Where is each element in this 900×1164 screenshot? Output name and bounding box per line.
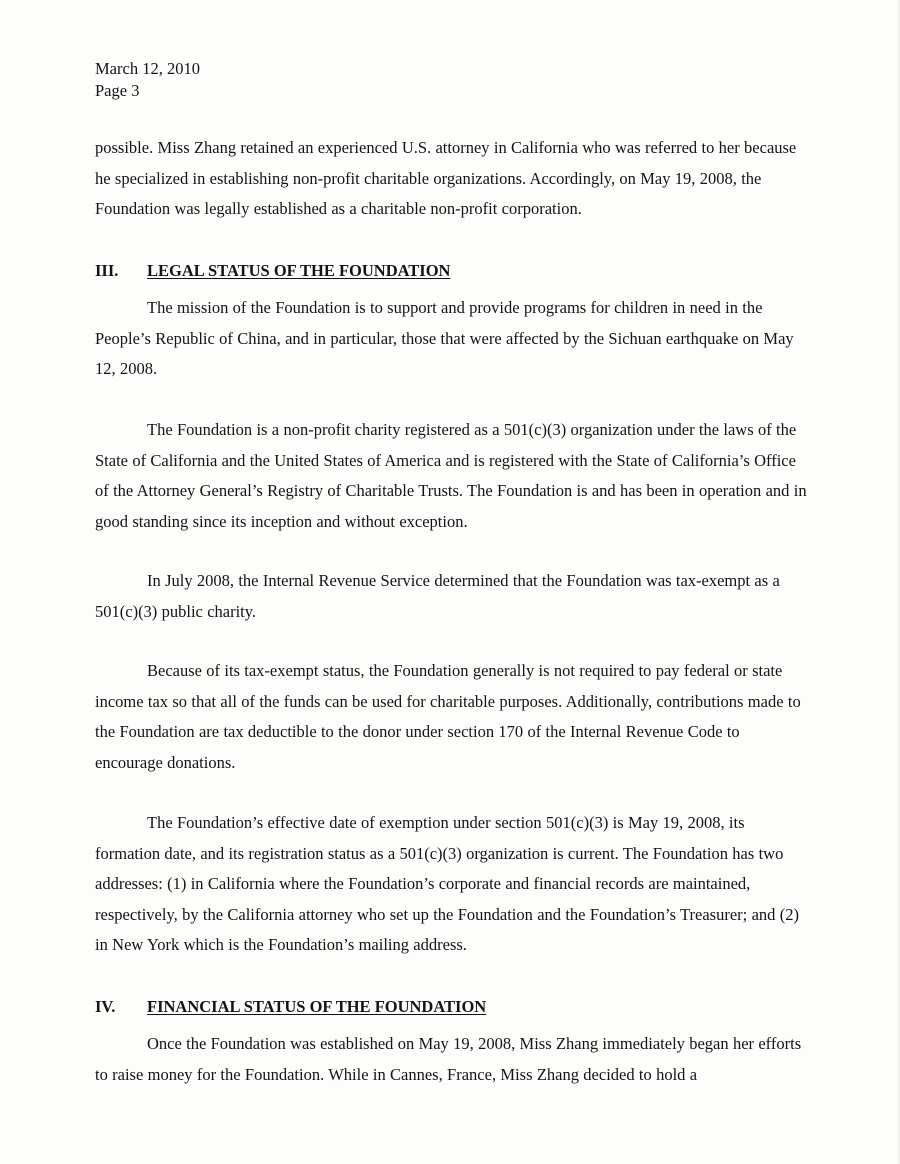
intro-paragraph: possible. Miss Zhang retained an experienced U.S. attorney in California who was referred to her because he specialized in establishing non-profit charitable organizations. Accordingly, on May 19, 2008, the Foundation was legally established as a charitable non-profit corporation. [95,138,797,218]
page-number: Page 3 [95,81,140,100]
section-title: FINANCIAL STATUS OF THE FOUNDATION [147,997,487,1016]
paragraph-tax-exempt: In July 2008, the Internal Revenue Service determined that the Foundation was tax-exempt as a 501(c)(3) public charity. [95,571,780,621]
paragraph-registration: The Foundation is a non-profit charity registered as a 501(c)(3) organization under the laws of the State of California and the United States of America and is registered with the State of California’s Office of the Attorney General’s Registry of Charitable Trusts. The Foundation is and has been in operation and in good standing since its inception and without exception. [95,420,807,531]
section-heading-financial-status [95,996,486,1018]
letter-date: March 12, 2010 [95,59,200,78]
paragraph-tax-benefits: Because of its tax-exempt status, the Foundation generally is not required to pay federal or state income tax so that all of the funds can be used for charitable purposes. Additionally, contributions made to the Foundation are tax deductible to the donor under section 170 of the Internal Revenue Code to encourage donations. [95,661,801,772]
paragraph-exemption-date: The Foundation’s effective date of exemption under section 501(c)(3) is May 19, 2008, its formation date, and its registration status as a 501(c)(3) organization is current. The Foundation has two addresses: (1) in California where the Foundation’s corporate and financial records are maintained, respectively, by the California attorney who set up the Foundation and the Foundation’s Treasurer; and (2) in New York which is the Foundation’s mailing address. [95,813,799,954]
section-number: III. [95,261,119,280]
section-title: LEGAL STATUS OF THE FOUNDATION [147,261,451,280]
paragraph-mission: The mission of the Foundation is to support and provide programs for children in need in the People’s Republic of China, and in particular, those that were affected by the Sichuan earthquake on May 12, 2008. [95,298,794,378]
paragraph-fundraising: Once the Foundation was established on May 19, 2008, Miss Zhang immediately began her efforts to raise money for the Foundation. While in Cannes, France, Miss Zhang decided to hold a [95,1034,802,1084]
page-header [95,58,200,102]
section-number: IV. [95,997,116,1016]
section-heading-legal-status [95,260,450,282]
